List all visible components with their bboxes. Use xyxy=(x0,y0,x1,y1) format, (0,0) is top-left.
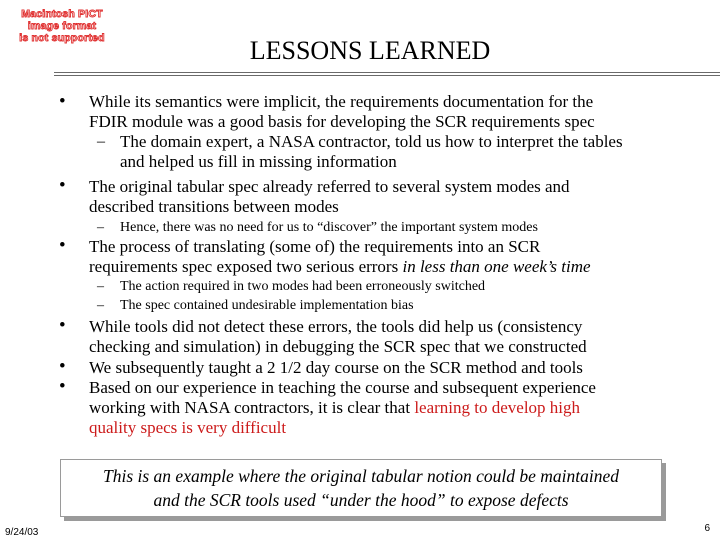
bullet-3-italic-emphasis: in less than one week’s time xyxy=(402,257,591,276)
bullet-marker: • xyxy=(59,356,66,377)
sub-bullet-3-2: The spec contained undesirable implementation bias xyxy=(120,298,414,313)
bullet-marker: • xyxy=(59,235,66,256)
sub-bullet-dash: – xyxy=(97,279,104,294)
bullet-3-text: requirements spec exposed two serious errors xyxy=(89,257,399,276)
bullet-3-line-1: The process of translating (some of) the requirements into an SCR xyxy=(89,237,541,256)
sub-bullet-1-1-line-2: and helped us fill in missing information xyxy=(120,152,397,171)
sub-bullet-3-1: The action required in two modes had been erroneously switched xyxy=(120,279,486,294)
bullet-6-line-2 xyxy=(89,398,580,418)
placeholder-text-line-1: Macintosh PICT xyxy=(21,8,103,20)
bullet-3-line-2 xyxy=(89,257,591,277)
sub-bullet-dash: – xyxy=(97,220,104,235)
bullet-marker: • xyxy=(59,376,66,397)
callout-line-1: This is an example where the original tabular notion could be maintained xyxy=(102,466,620,486)
sub-bullet-2-1: Hence, there was no need for us to “discover” the important system modes xyxy=(120,220,538,235)
footer-date: 9/24/03 xyxy=(5,527,39,538)
callout-line-2: and the SCR tools used “under the hood” to expose defects xyxy=(153,490,569,510)
bullet-6-line-1: Based on our experience in teaching the course and subsequent experience xyxy=(89,378,596,397)
sub-bullet-dash: – xyxy=(97,133,105,150)
bullet-marker: • xyxy=(59,315,66,336)
slide-title: LESSONS LEARNED xyxy=(249,36,491,65)
title-divider xyxy=(54,72,720,76)
sub-bullet-1-1-line-1: The domain expert, a NASA contractor, told us how to interpret the tables xyxy=(120,132,623,151)
unsupported-image-placeholder xyxy=(4,6,120,46)
bullet-5-line-1: We subsequently taught a 2 1/2 day course on the SCR method and tools xyxy=(89,358,583,377)
bullet-1-line-2: FDIR module was a good basis for developing the SCR requirements spec xyxy=(89,112,595,131)
placeholder-text-line-3: is not supported xyxy=(19,32,105,44)
bullet-6-red-emphasis-1: learning to develop high xyxy=(414,398,581,417)
bullet-marker: • xyxy=(59,91,66,112)
bullet-2-line-1: The original tabular spec already referred to several system modes and xyxy=(89,177,570,196)
placeholder-text-line-2: image format xyxy=(27,20,97,32)
callout-box xyxy=(60,459,662,517)
sub-bullet-dash: – xyxy=(97,298,104,313)
page-number: 6 xyxy=(704,523,710,534)
bullet-6-text: working with NASA contractors, it is clear that xyxy=(89,398,411,417)
bullet-1-line-1: While its semantics were implicit, the requirements documentation for the xyxy=(89,92,594,111)
bullet-4-line-2: checking and simulation) in debugging the SCR spec that we constructed xyxy=(89,337,587,356)
bullet-4-line-1: While tools did not detect these errors, the tools did help us (consistency xyxy=(89,317,583,336)
bullet-2-line-2: described transitions between modes xyxy=(89,197,339,216)
bullet-6-red-emphasis-2: quality specs is very difficult xyxy=(89,418,287,437)
bullet-marker: • xyxy=(59,175,66,196)
